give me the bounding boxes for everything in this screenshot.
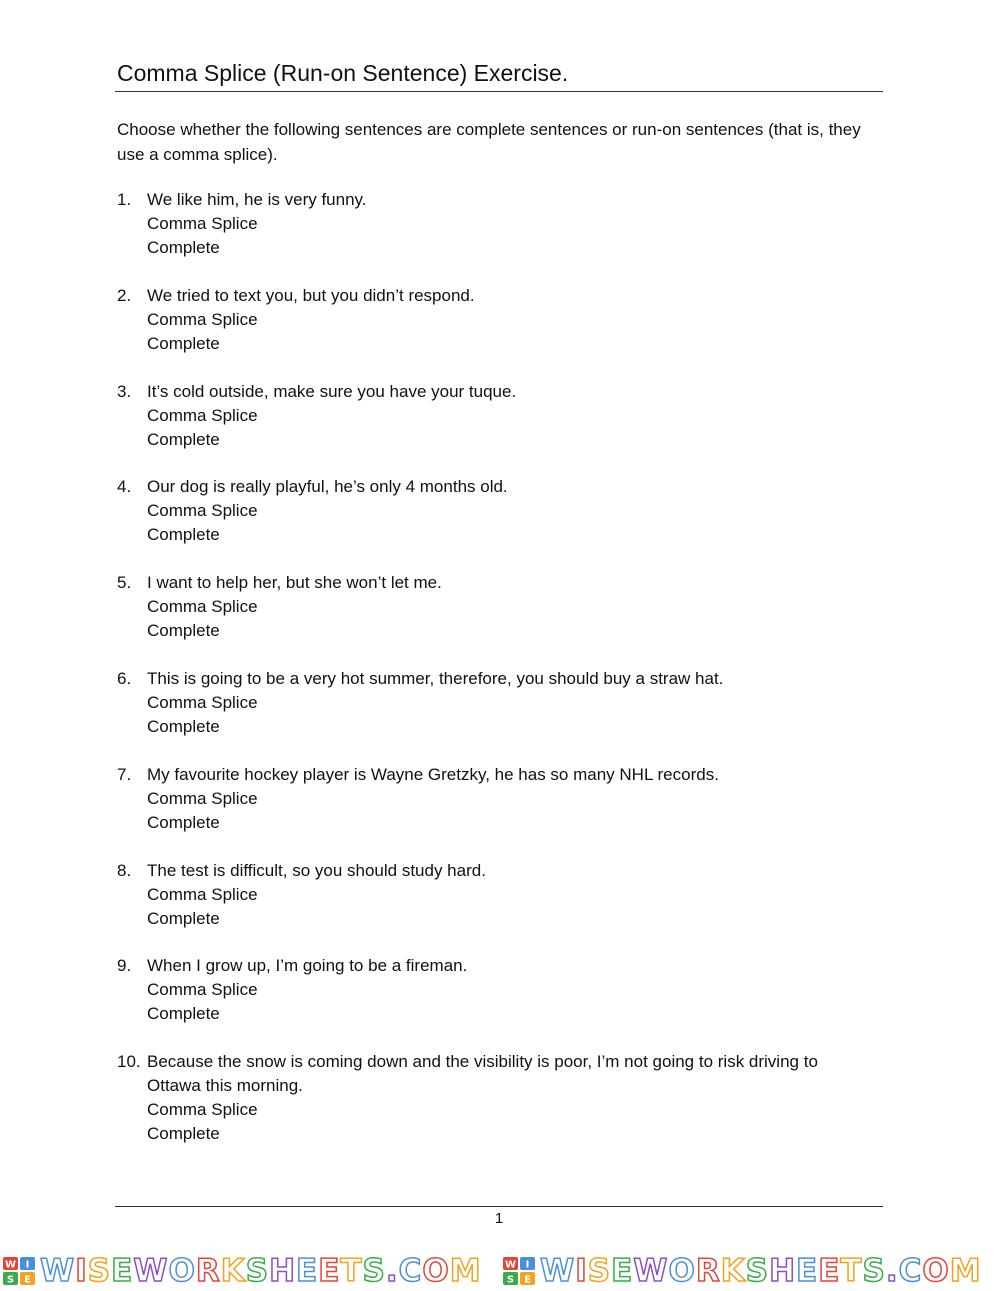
svg-text:I: I (525, 1259, 530, 1271)
option-comma-splice[interactable]: Comma Splice (147, 501, 258, 521)
svg-text:W: W (4, 1259, 17, 1271)
option-comma-splice[interactable]: Comma Splice (147, 884, 258, 904)
svg-text:S: S (6, 1274, 15, 1286)
question-item (117, 667, 877, 739)
watermark-text: WISEWORKSHEETS.COM (540, 1253, 982, 1289)
option-complete[interactable]: Complete (147, 525, 220, 545)
option-complete[interactable]: Complete (147, 238, 220, 257)
option-comma-splice[interactable]: Comma Splice (147, 214, 258, 233)
footer-divider (115, 1206, 883, 1207)
question-text: Our dog is really playful, he’s only 4 months old. (147, 477, 508, 497)
question-item (117, 188, 877, 260)
option-comma-splice[interactable]: Comma Splice (147, 692, 258, 712)
option-comma-splice[interactable]: Comma Splice (147, 1100, 258, 1120)
question-number: 10. (117, 1052, 141, 1072)
option-complete[interactable]: Complete (147, 621, 220, 641)
question-number: 4. (117, 477, 132, 497)
option-complete[interactable]: Complete (147, 1004, 220, 1024)
title-divider (115, 91, 883, 92)
svg-text:W: W (504, 1259, 517, 1271)
svg-text:E: E (524, 1274, 531, 1286)
watermark-right (502, 1254, 982, 1288)
question-number: 9. (117, 956, 132, 976)
question-text: We like him, he is very funny. (147, 190, 367, 209)
watermark-left (2, 1254, 482, 1288)
option-complete[interactable]: Complete (147, 812, 220, 832)
option-comma-splice[interactable]: Comma Splice (147, 980, 258, 1000)
option-complete[interactable]: Complete (147, 429, 220, 449)
question-item (117, 475, 877, 547)
option-complete[interactable]: Complete (147, 908, 220, 928)
watermark-text: WISEWORKSHEETS.COM (40, 1253, 482, 1289)
question-number: 6. (117, 668, 132, 688)
question-text: The test is difficult, so you should study hard. (147, 860, 486, 880)
question-text: Ottawa this morning. (147, 1076, 303, 1096)
question-text: This is going to be a very hot summer, therefore, you should buy a straw hat. (147, 668, 724, 688)
wisewords-logo-icon (2, 1256, 36, 1286)
question-item (117, 571, 877, 643)
question-text: It’s cold outside, make sure you have your tuque. (147, 381, 517, 401)
question-number: 8. (117, 860, 132, 880)
page-title: Comma Splice (Run-on Sentence) Exercise. (117, 60, 569, 86)
svg-text:E: E (24, 1274, 31, 1286)
question-text: We tried to text you, but you didn’t respond. (147, 285, 475, 305)
question-item (117, 763, 877, 835)
question-number: 5. (117, 573, 132, 593)
option-comma-splice[interactable]: Comma Splice (147, 405, 258, 425)
svg-text:S: S (506, 1274, 515, 1286)
option-complete[interactable]: Complete (147, 716, 220, 736)
instructions: Choose whether the following sentences are complete sentences or run-on sentences (that is, they use a comma splice). (117, 120, 861, 164)
option-comma-splice[interactable]: Comma Splice (147, 788, 258, 808)
question-item (117, 380, 877, 452)
question-number: 7. (117, 764, 132, 784)
question-text: I want to help her, but she won’t let me. (147, 573, 442, 593)
question-number: 2. (117, 285, 132, 305)
svg-text:I: I (25, 1259, 30, 1271)
page-number: 1 (494, 1210, 504, 1227)
wisewords-logo-icon (502, 1256, 536, 1286)
option-comma-splice[interactable]: Comma Splice (147, 597, 258, 617)
watermark-strip (0, 1254, 1000, 1288)
option-comma-splice[interactable]: Comma Splice (147, 309, 258, 329)
option-complete[interactable]: Complete (147, 333, 220, 353)
question-text: Because the snow is coming down and the visibility is poor, I’m not going to risk driving to (147, 1052, 818, 1072)
question-item (117, 284, 877, 356)
question-item (117, 859, 877, 931)
question-list (117, 188, 877, 1170)
question-number: 1. (117, 190, 132, 209)
question-number: 3. (117, 381, 132, 401)
question-item (117, 1050, 877, 1146)
question-text: When I grow up, I’m going to be a fireman. (147, 956, 468, 976)
question-text: My favourite hockey player is Wayne Gretzky, he has so many NHL records. (147, 764, 719, 784)
question-item (117, 954, 877, 1026)
option-complete[interactable]: Complete (147, 1124, 220, 1144)
